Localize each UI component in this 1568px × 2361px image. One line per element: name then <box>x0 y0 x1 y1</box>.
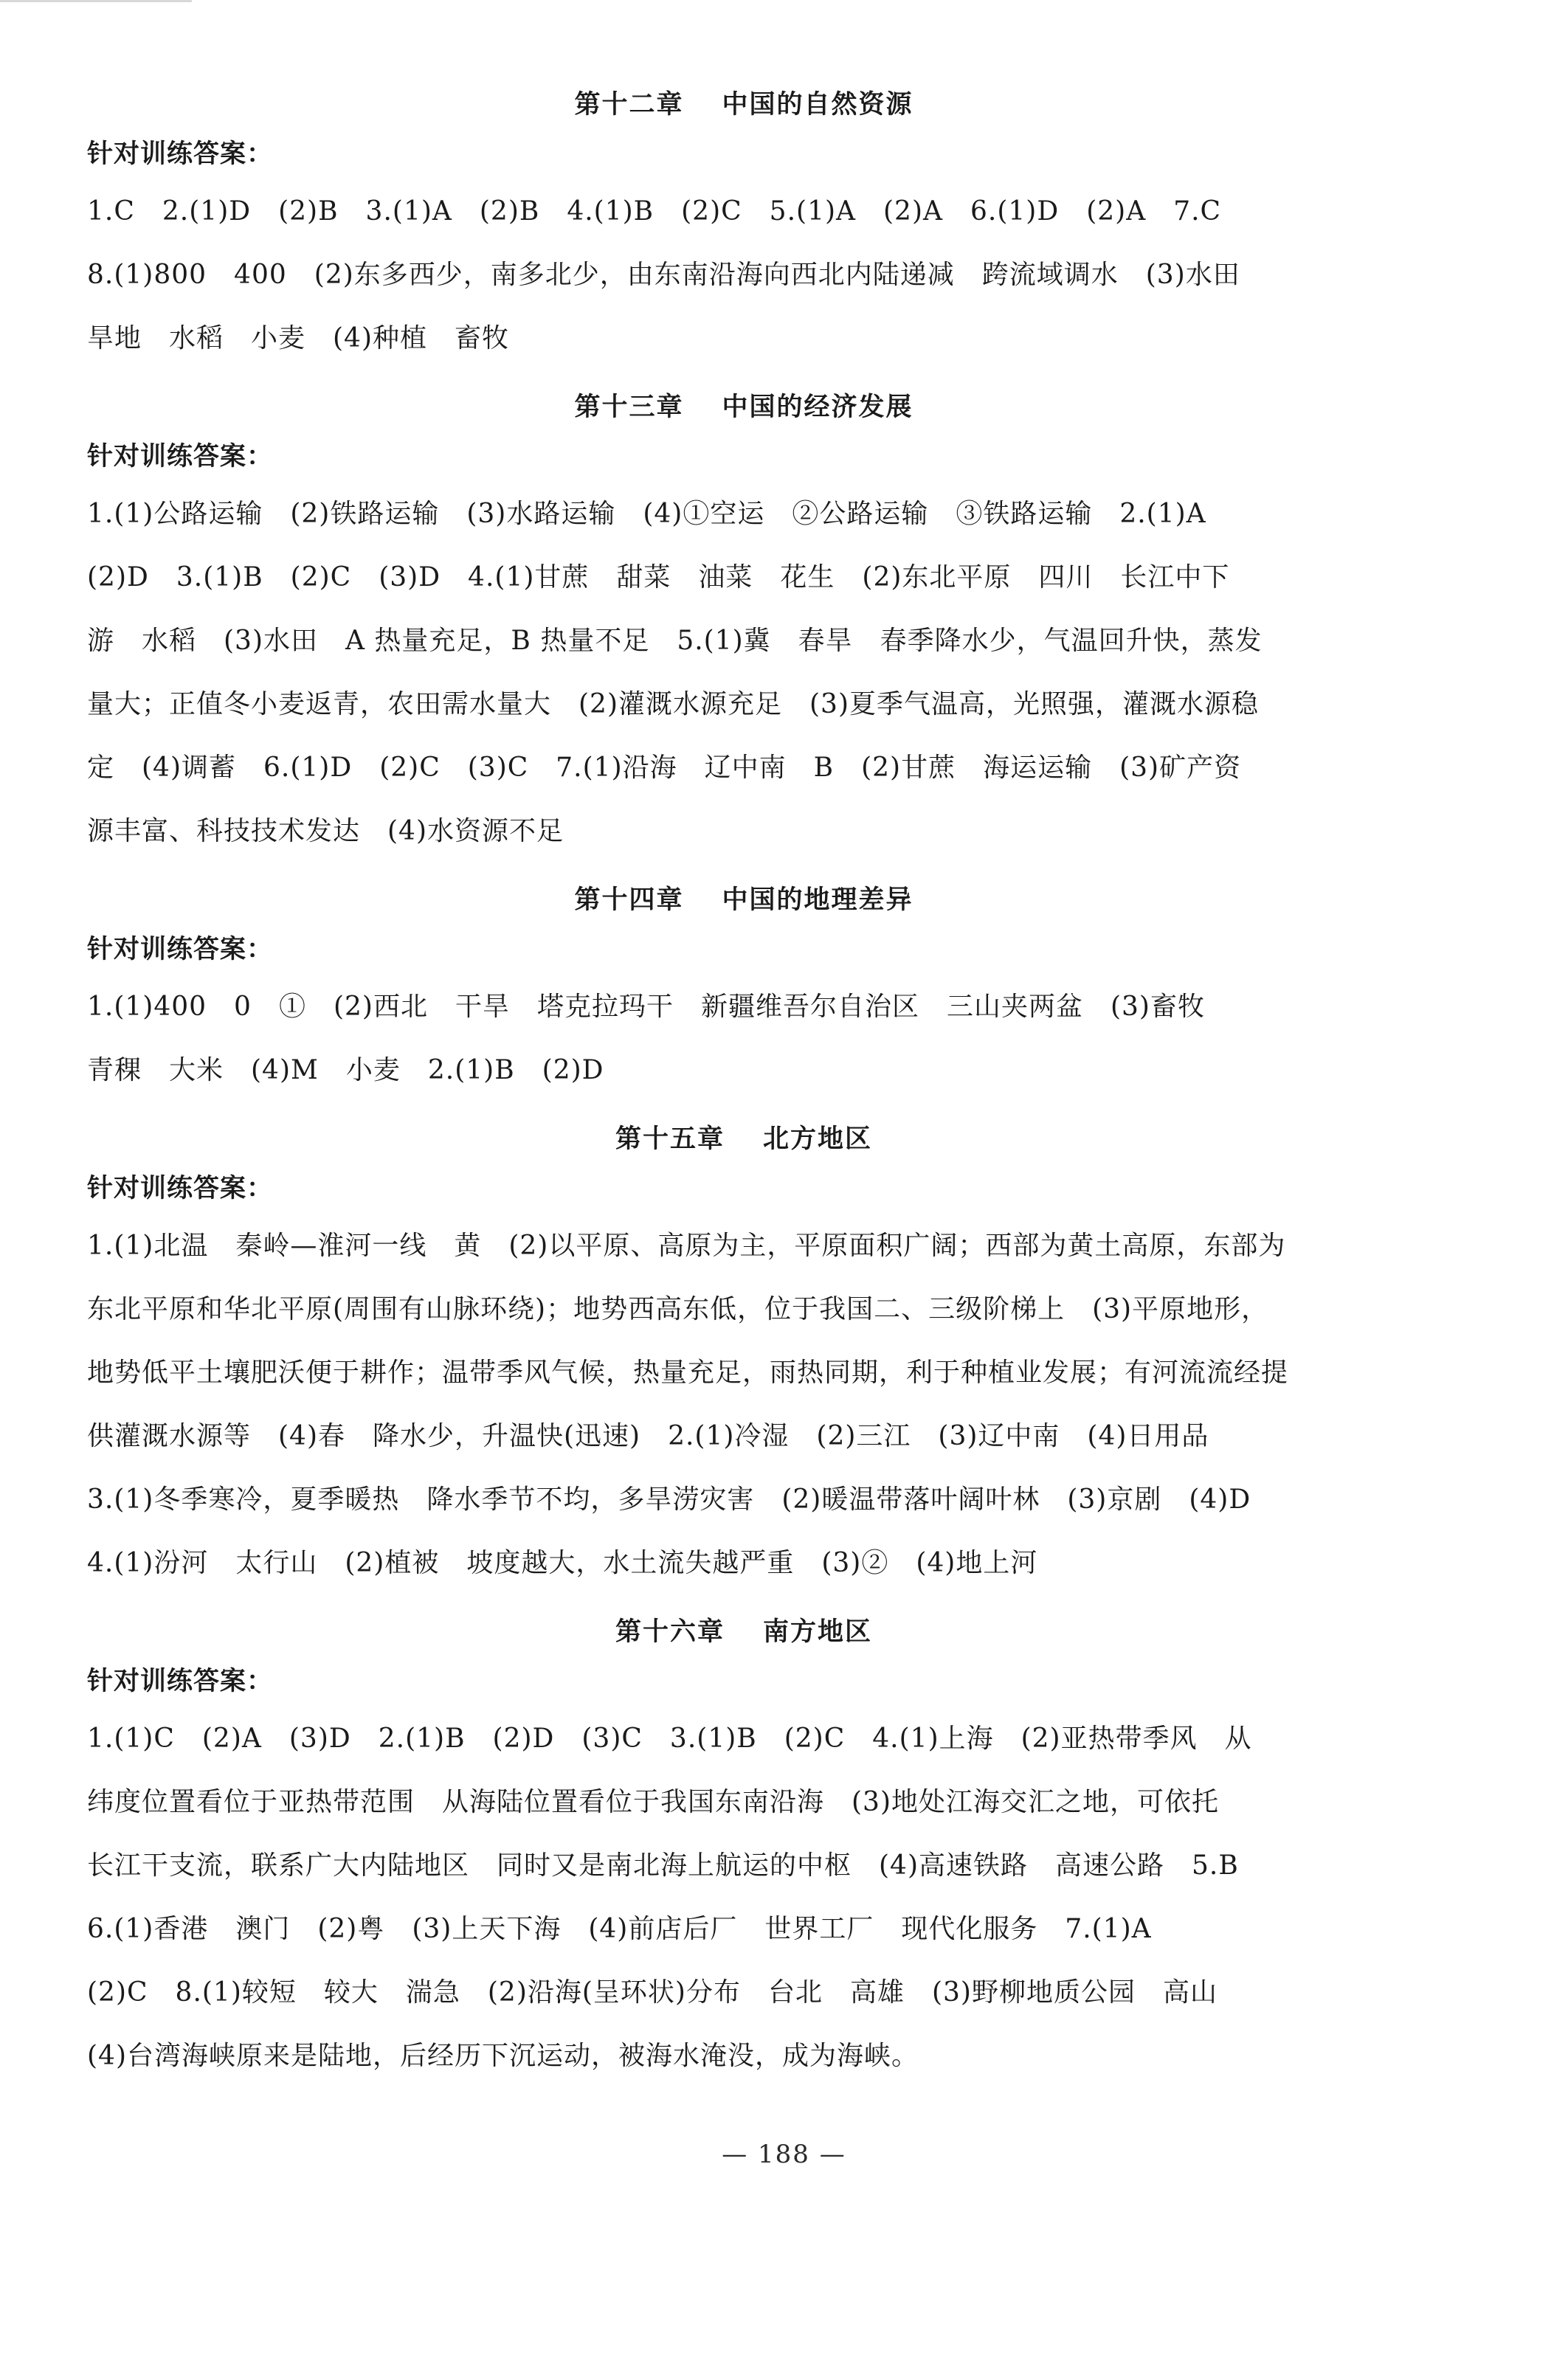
answer-line: 1.(1)400 0 ① (2)西北 干旱 塔克拉玛干 新疆维吾尔自治区 三山夹两盆 (3)畜牧 <box>87 992 1205 1022</box>
answer-line: 1.C 2.(1)D (2)B 3.(1)A (2)B 4.(1)B (2)C 5.(1)A (2)A 6.(1)D (2)A 7.C <box>87 196 1222 227</box>
chapter-title <box>87 1608 1401 1656</box>
chapter-13 <box>87 384 1401 863</box>
answer-line: 纬度位置看位于亚热带范围 从海陆位置看位于我国东南沿海 (3)地处江海交汇之地，可依托 <box>87 1787 1219 1817</box>
answer-line: 1.(1)C (2)A (3)D 2.(1)B (2)D (3)C 3.(1)B (2)C 4.(1)上海 (2)亚热带季风 从 <box>87 1724 1252 1754</box>
answer-line: 青稞 大米 (4)M 小麦 2.(1)B (2)D <box>87 1055 604 1085</box>
answer-line: 量大；正值冬小麦返青，农田需水量大 (2)灌溉水源充足 (3)夏季气温高，光照强，灌溉水源稳 <box>87 689 1259 719</box>
answer-text <box>87 180 1401 370</box>
chapter-name: 中国的自然资源 <box>722 90 913 120</box>
answer-line: (4)台湾海峡原来是陆地，后经历下沉运动，被海水淹没，成为海峡。 <box>87 2041 919 2071</box>
answer-line: 1.(1)北温 秦岭—淮河一线 黄 (2)以平原、高原为主，平原面积广阔；西部为黄土高原，东部为 <box>87 1231 1286 1261</box>
page-number: — 188 — <box>722 2140 846 2169</box>
chapter-14 <box>87 877 1401 1102</box>
chapter-number: 第十五章 <box>615 1124 725 1154</box>
answer-line: 定 (4)调蓄 6.(1)D (2)C (3)C 7.(1)沿海 辽中南 B (2)甘蔗 海运运输 (3)矿产资 <box>87 753 1242 783</box>
chapter-name: 中国的经济发展 <box>722 393 913 422</box>
answer-section-label: 针对训练答案： <box>87 1174 274 1203</box>
chapter-number: 第十二章 <box>574 90 684 120</box>
answer-text <box>87 1707 1401 2088</box>
answer-line: 1.(1)公路运输 (2)铁路运输 (3)水路运输 (4)①空运 ②公路运输 ③铁路运输 2.(1)A <box>87 499 1206 529</box>
chapter-number: 第十三章 <box>574 393 684 422</box>
answer-line: 4.(1)汾河 太行山 (2)植被 坡度越大，水土流失越严重 (3)② (4)地上河 <box>87 1548 1038 1578</box>
top-edge-rule <box>0 0 192 2</box>
chapter-title <box>87 1116 1401 1163</box>
chapter-number: 第十四章 <box>574 885 684 915</box>
answer-page <box>87 81 1401 2101</box>
answer-line: 长江干支流，联系广大内陆地区 同时又是南北海上航运的中枢 (4)高速铁路 高速公路 5.B <box>87 1850 1239 1881</box>
answer-line: (2)C 8.(1)较短 较大 湍急 (2)沿海(呈环状)分布 台北 高雄 (3)野柳地质公园 高山 <box>87 1977 1218 2008</box>
chapter-title <box>87 81 1401 128</box>
answer-section-label: 针对训练答案： <box>87 935 274 964</box>
chapter-title <box>87 877 1401 924</box>
answer-line: (2)D 3.(1)B (2)C (3)D 4.(1)甘蔗 甜菜 油菜 花生 (2)东北平原 四川 长江中下 <box>87 562 1230 592</box>
chapter-title <box>87 384 1401 431</box>
chapter-name: 北方地区 <box>763 1124 873 1154</box>
answer-section-label: 针对训练答案： <box>87 442 274 471</box>
chapter-number: 第十六章 <box>615 1617 725 1647</box>
answer-line: 供灌溉水源等 (4)春 降水少，升温快(迅速) 2.(1)冷湿 (2)三江 (3)辽中南 (4)日用品 <box>87 1421 1209 1451</box>
answer-line: 东北平原和华北平原(周围有山脉环绕)；地势西高东低，位于我国二、三级阶梯上 (3)平原地形， <box>87 1294 1269 1324</box>
chapter-name: 中国的地理差异 <box>722 885 913 915</box>
answer-line: 3.(1)冬季寒冷，夏季暖热 降水季节不均，多旱涝灾害 (2)暖温带落叶阔叶林 (3)京剧 (4)D <box>87 1484 1251 1515</box>
answer-section-label: 针对训练答案： <box>87 139 274 169</box>
answer-text <box>87 1214 1401 1595</box>
answer-line: 地势低平土壤肥沃便于耕作；温带季风气候，热量充足，雨热同期，利于种植业发展；有河流流经提 <box>87 1358 1289 1388</box>
answer-line: 6.(1)香港 澳门 (2)粤 (3)上天下海 (4)前店后厂 世界工厂 现代化服务 7.(1)A <box>87 1914 1152 1944</box>
answer-line: 旱地 水稻 小麦 (4)种植 畜牧 <box>87 323 509 353</box>
chapter-12 <box>87 81 1401 370</box>
chapter-16 <box>87 1608 1401 2088</box>
answer-section-label: 针对训练答案： <box>87 1667 274 1696</box>
chapter-15 <box>87 1116 1401 1595</box>
answer-line: 游 水稻 (3)水田 A 热量充足，B 热量不足 5.(1)冀 春旱 春季降水少，气温回升快，蒸发 <box>87 626 1263 656</box>
answer-text <box>87 483 1401 863</box>
chapter-name: 南方地区 <box>763 1617 873 1647</box>
answer-line: 8.(1)800 400 (2)东多西少，南多北少，由东南沿海向西北内陆递减 跨流域调水 (3)水田 <box>87 260 1240 290</box>
answer-text <box>87 975 1401 1102</box>
answer-line: 源丰富、科技技术发达 (4)水资源不足 <box>87 816 564 846</box>
